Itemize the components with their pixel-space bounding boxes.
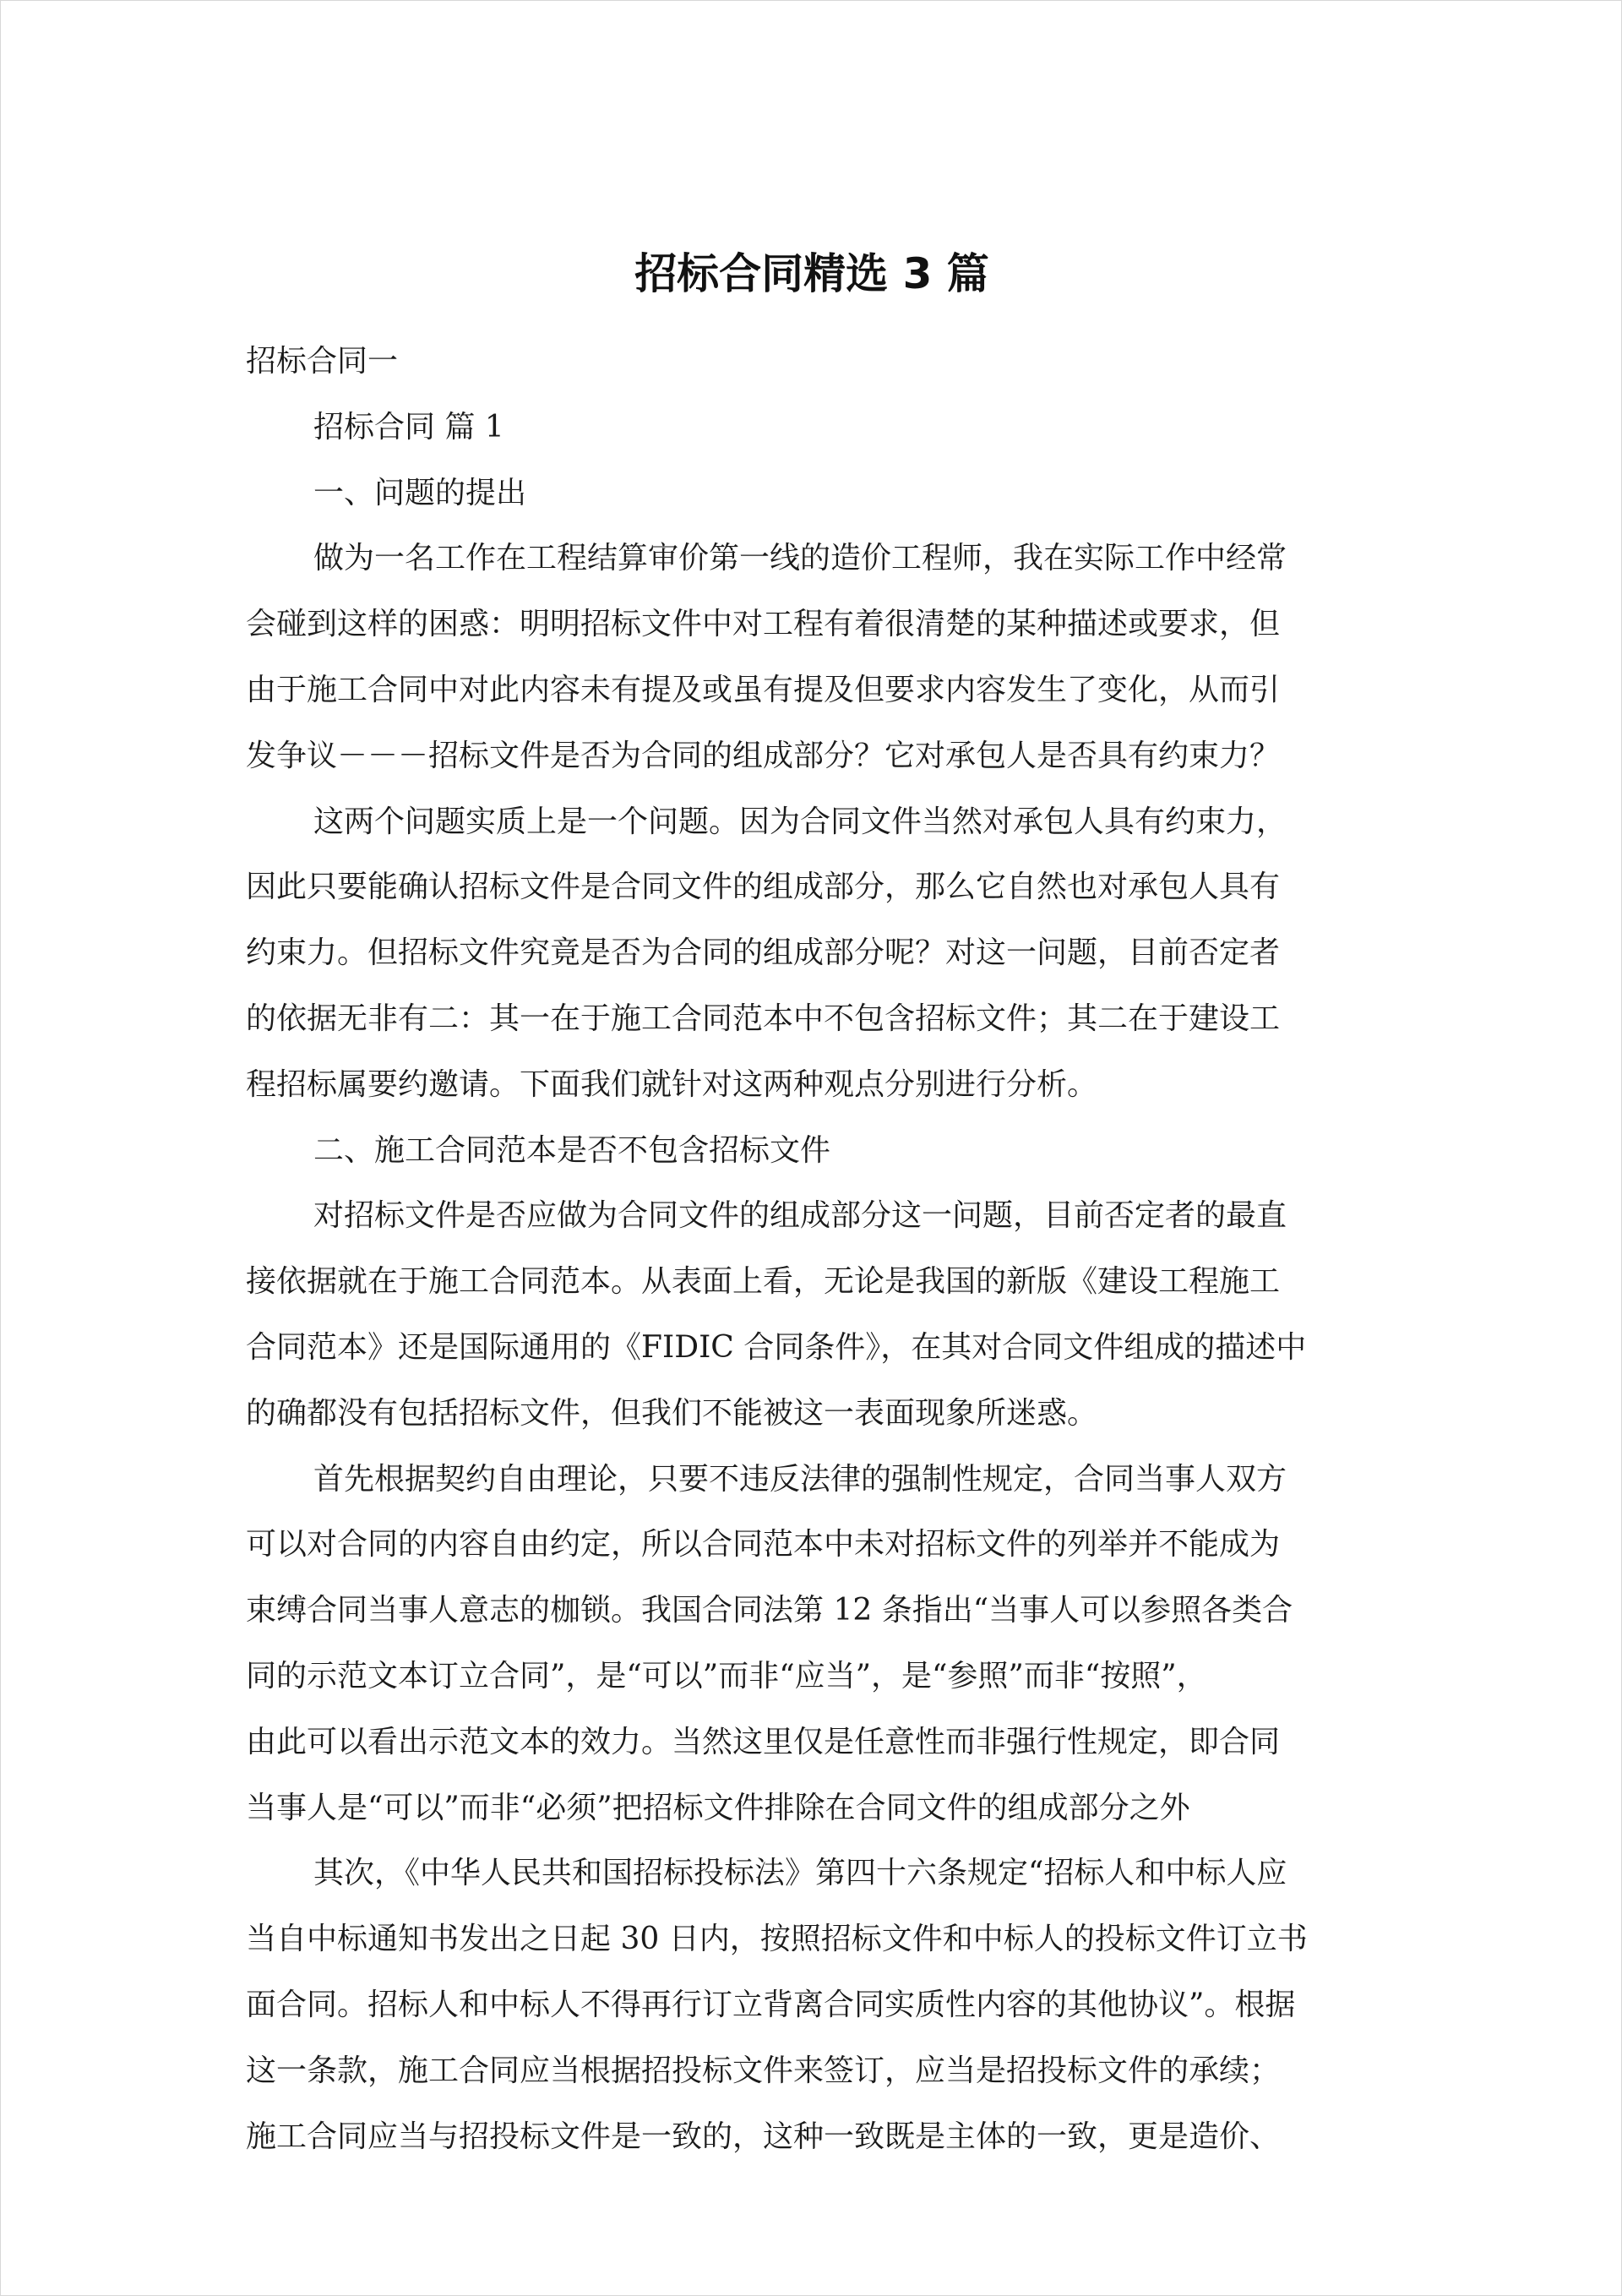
text-line: 当事人是“可以”而非“必须”把招标文件排除在合同文件的组成部分之外 — [246, 1790, 1190, 1825]
text-line: 做为一名工作在工程结算审价第一线的造价工程师，我在实际工作中经常 — [313, 541, 1287, 576]
text-line: 约束力。但招标文件究竟是否为合同的组成部分呢？对这一问题，目前否定者 — [246, 935, 1281, 971]
text-line: 当自中标通知书发出之日起 30 日内，按照招标文件和中标人的投标文件订立书 — [246, 1922, 1308, 1957]
text-line: 招标合同一 — [246, 344, 399, 379]
text-line: 发争议－－－招标文件是否为合同的组成部分？它对承包人是否具有约束力？ — [246, 738, 1281, 773]
text-line: 对招标文件是否应做为合同文件的组成部分这一问题，目前否定者的最直 — [313, 1198, 1287, 1234]
text-line: 施工合同应当与招投标文件是一致的，这种一致既是主体的一致，更是造价、 — [246, 2119, 1281, 2154]
text-line: 可以对合同的内容自由约定，所以合同范本中未对招标文件的列举并不能成为 — [246, 1527, 1281, 1562]
text-line: 由于施工合同中对此内容未有提及或虽有提及但要求内容发生了变化，从而引 — [246, 672, 1281, 707]
text-line: 接依据就在于施工合同范本。从表面上看，无论是我国的新版《建设工程施工 — [246, 1264, 1281, 1300]
text-line: 这两个问题实质上是一个问题。因为合同文件当然对承包人具有约束力， — [313, 804, 1287, 839]
text-line: 程招标属要约邀请。下面我们就针对这两种观点分别进行分析。 — [246, 1066, 1098, 1102]
text-line: 束缚合同当事人意志的枷锁。我国合同法第 12 条指出“当事人可以参照各类合 — [246, 1593, 1293, 1628]
text-line: 面合同。招标人和中标人不得再行订立背离合同实质性内容的其他协议”。根据 — [246, 1987, 1296, 2022]
text-line: 合同范本》还是国际通用的《FIDIC 合同条件》，在其对合同文件组成的描述中 — [246, 1329, 1307, 1365]
document-body — [246, 329, 1378, 2169]
text-line: 二、施工合同范本是否不包含招标文件 — [313, 1132, 831, 1168]
text-line: 招标合同 篇 1 — [313, 409, 504, 444]
text-line: 的确都没有包括招标文件，但我们不能被这一表面现象所迷惑。 — [246, 1395, 1098, 1431]
text-line: 的依据无非有二：其一在于施工合同范本中不包含招标文件；其二在于建设工 — [246, 1001, 1281, 1036]
text-line: 其次，《中华人民共和国招标投标法》第四十六条规定“招标人和中标人应 — [313, 1856, 1287, 1891]
text-line: 一、问题的提出 — [313, 475, 527, 510]
document-title: 招标合同精选 3 篇 — [634, 249, 989, 298]
text-line: 由此可以看出示范文本的效力。当然这里仅是任意性而非强行性规定，即合同 — [246, 1724, 1281, 1759]
text-line: 同的示范文本订立合同”，是“可以”而非“应当”，是“参照”而非“按照”， — [246, 1658, 1207, 1693]
text-line: 因此只要能确认招标文件是合同文件的组成部分，那么它自然也对承包人具有 — [246, 870, 1281, 905]
text-line: 这一条款，施工合同应当根据招投标文件来签订，应当是招投标文件的承续； — [246, 2053, 1281, 2088]
text-line: 会碰到这样的困惑：明明招标文件中对工程有着很清楚的某种描述或要求，但 — [246, 607, 1281, 642]
text-line: 首先根据契约自由理论，只要不违反法律的强制性规定，合同当事人双方 — [313, 1461, 1287, 1497]
